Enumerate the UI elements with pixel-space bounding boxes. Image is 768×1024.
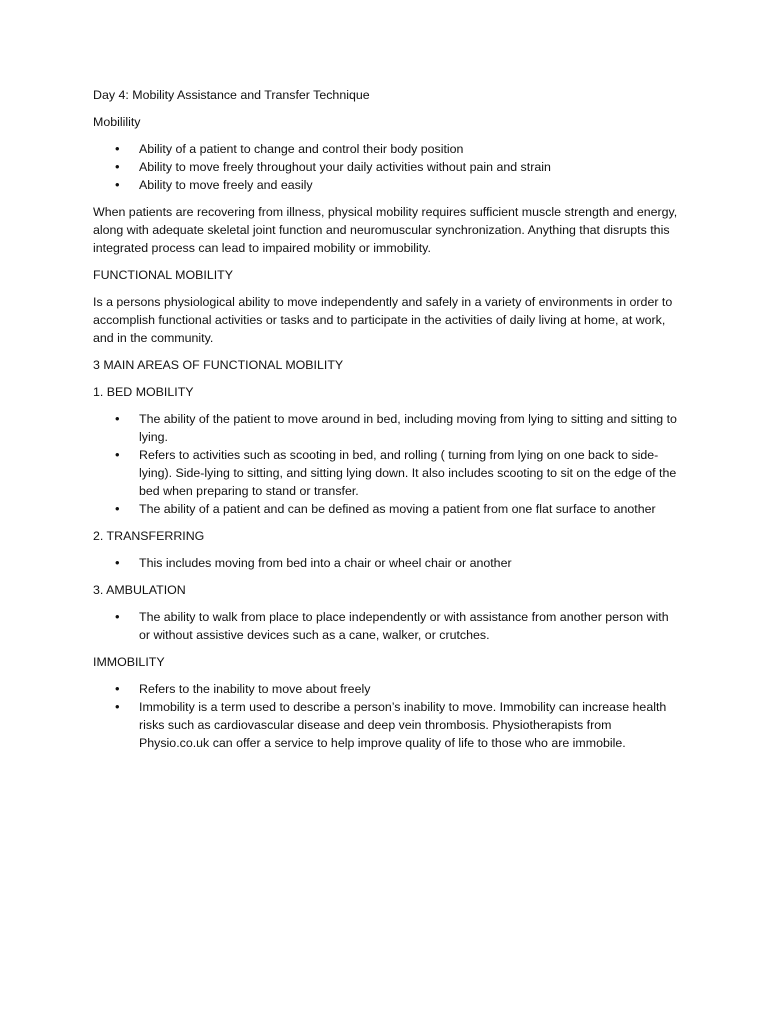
mobility-list — [93, 140, 683, 194]
bed-mobility-heading: 1. BED MOBILITY — [93, 385, 194, 399]
list-item: • The ability of a patient and can be defined as moving a patient from one flat surface to another — [93, 500, 683, 518]
list-item: • The ability to walk from place to place independently or with assistance from another person with or without assistive devices such as a cane, walker, or crutches. — [93, 608, 683, 644]
list-item: • Refers to the inability to move about freely — [93, 680, 683, 698]
list-item: • Immobility is a term used to describe a person’s inability to move. Immobility can increase health risks such as cardiovascular disease and deep vein thrombosis. Physiotherapists from Physio.co.uk can offer a service to help improve quality of life to those who are immobile. — [93, 698, 683, 752]
list-item: • This includes moving from bed into a chair or wheel chair or another — [93, 554, 683, 572]
list-item: • Ability to move freely throughout your daily activities without pain and strain — [93, 158, 683, 176]
transferring-list — [93, 554, 683, 572]
bed-mobility-list — [93, 410, 683, 518]
document-body — [93, 86, 683, 761]
immobility-heading: IMMOBILITY — [93, 655, 165, 669]
ambulation-heading: 3. AMBULATION — [93, 583, 186, 597]
list-item: • Ability of a patient to change and control their body position — [93, 140, 683, 158]
list-item: • The ability of the patient to move around in bed, including moving from lying to sitting and sitting to lying. — [93, 410, 683, 446]
functional-mobility-heading: FUNCTIONAL MOBILITY — [93, 268, 233, 282]
document-title: Day 4: Mobility Assistance and Transfer Technique — [93, 88, 370, 102]
mobility-heading: Mobilility — [93, 115, 141, 129]
list-item: • Ability to move freely and easily — [93, 176, 683, 194]
mobility-paragraph: When patients are recovering from illness, physical mobility requires sufficient muscle strength and energy, along with adequate skeletal joint function and neuromuscular synchronization. Anything that disrupts this integrated process can lead to impaired mobility or immobility. — [93, 205, 678, 255]
functional-mobility-paragraph: Is a persons physiological ability to move independently and safely in a variety of environments in order to accomplish functional activities or tasks and to participate in the activities of daily living at home, at work, and in the community. — [93, 295, 673, 345]
ambulation-list — [93, 608, 683, 644]
immobility-list — [93, 680, 683, 752]
transferring-heading: 2. TRANSFERRING — [93, 529, 205, 543]
main-areas-heading: 3 MAIN AREAS OF FUNCTIONAL MOBILITY — [93, 358, 344, 372]
list-item: • Refers to activities such as scooting in bed, and rolling ( turning from lying on one back to side-lying). Side-lying to sitting, and sitting lying down. It also includes scooting to sit on the edge of the bed when preparing to stand or transfer. — [93, 446, 683, 500]
